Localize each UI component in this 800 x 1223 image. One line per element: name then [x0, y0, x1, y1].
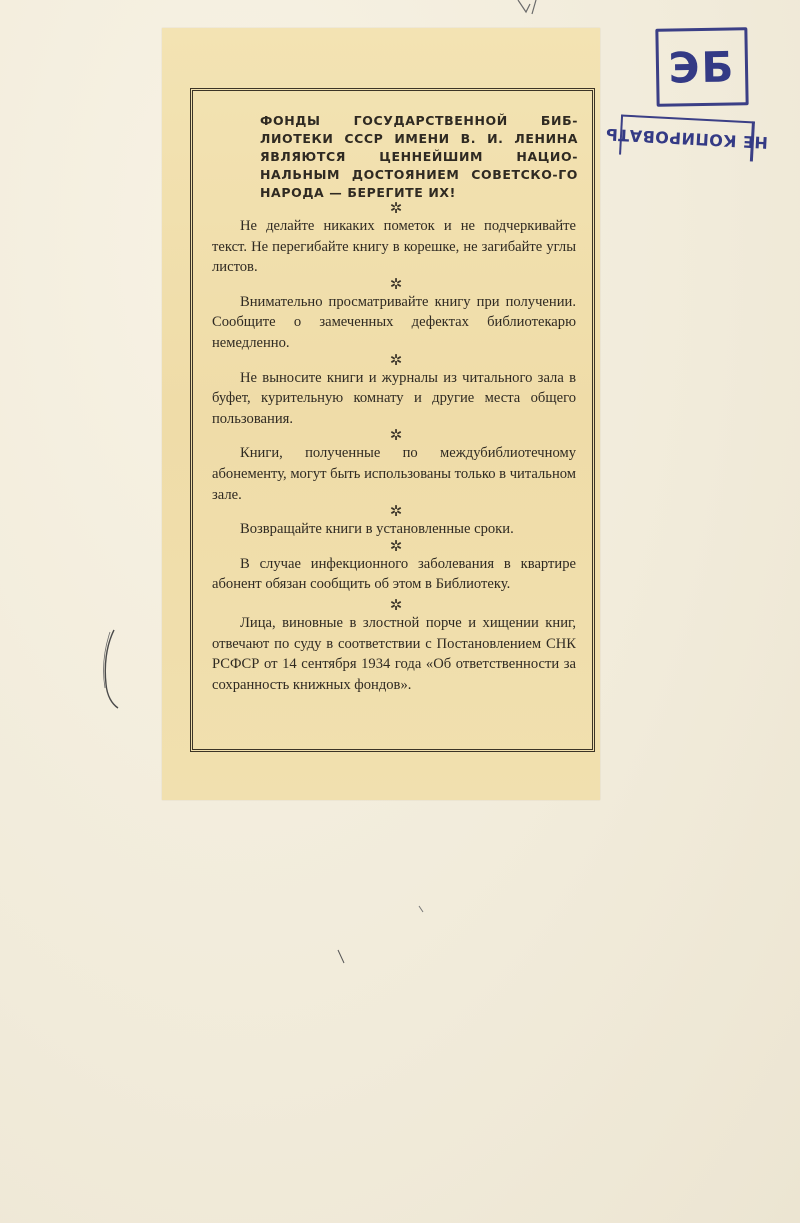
- separator-star: ✲: [389, 538, 403, 555]
- rule-7: Лица, виновные в злостной порче и хищении книг, отвечают по суду в соответствии с Постановлением СНК РСФСР от 14 сентября 1934 года «Об ответственности за сохранность книжных фондов».: [212, 614, 576, 693]
- rule-2: Внимательно просматривайте книгу при получении. Сообщите о замеченных дефектах библиотекарю немедленно.: [212, 293, 576, 351]
- no-copy-stamp-label: НЕ КОПИРОВАТЬ: [604, 125, 769, 153]
- pencil-dot-mark: [416, 902, 428, 916]
- separator-star: ✲: [389, 597, 403, 614]
- rule-5: Возвращайте книги в установленные сроки.: [240, 521, 514, 538]
- separator-star: ✲: [389, 504, 403, 521]
- pencil-tick-mark: [336, 948, 348, 966]
- separator-star: ✲: [389, 276, 403, 293]
- no-copy-stamp: [604, 115, 769, 162]
- rule-6: В случае инфекционного заболевания в квартире абонент обязан сообщить об этом в Библиотеку.: [212, 555, 576, 593]
- separator-star: ✲: [389, 201, 403, 217]
- rule-4: Книги, полученные по междубиблиотечному абонементу, могут быть использованы только в читальном зале.: [212, 445, 577, 503]
- separator-star: ✲: [389, 428, 403, 445]
- notice-content: [212, 112, 576, 695]
- top-edge-mark: [512, 0, 548, 18]
- pencil-bracket-mark: [96, 626, 126, 712]
- separator-star: ✲: [389, 352, 403, 369]
- eb-stamp: [655, 27, 748, 107]
- notice-header: ФОНДЫ ГОСУДАРСТВЕННОЙ БИБ-ЛИОТЕКИ СССР ИМЕНИ В. И. ЛЕНИНА ЯВЛЯЮТСЯ ЦЕННЕЙШИМ НАЦИО-НАЛЬНЫМ ДОСТОЯНИЕМ СОВЕТСКО-ГО НАРОДА — БЕРЕГИТЕ ИХ!: [260, 113, 578, 200]
- rule-3: Не выносите книги и журналы из читального зала в буфет, курительную комнату и другие места общего пользования.: [212, 369, 576, 427]
- rule-1: Не делайте никаких пометок и не подчеркивайте текст. Не перегибайте книгу в корешке, не загибайте углы листов.: [212, 218, 576, 276]
- eb-stamp-label: ЭБ: [668, 41, 736, 93]
